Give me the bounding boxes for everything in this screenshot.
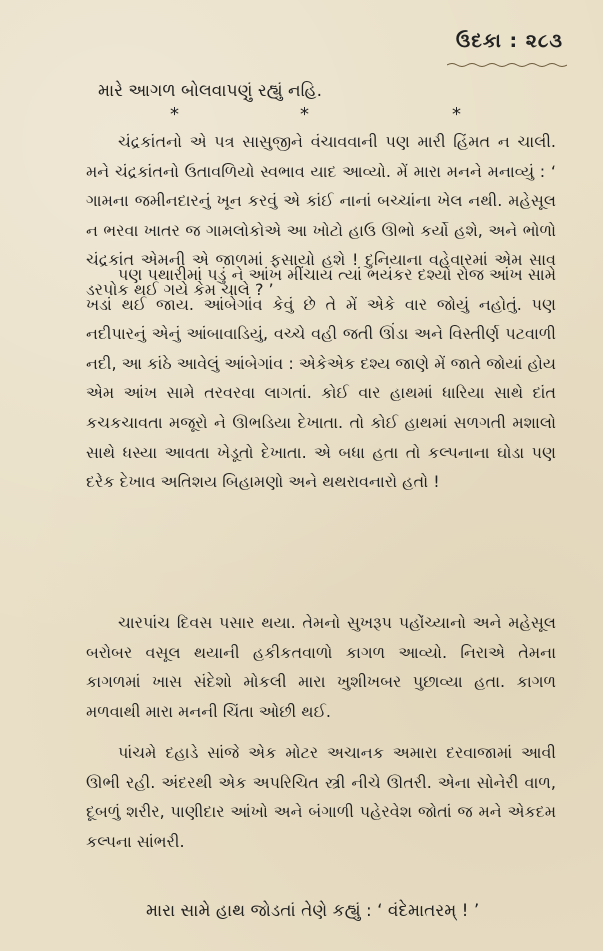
paragraph: પાંચમે દહાડે સાંજે એક મોટર અચાનક અમારા દરવાજામાં આવી ઊભી રહી. અંદરથી એક અપરિચિત સ્ત્રી નીચે ઊતરી. એના સોનેરી વાળ, દૂબળું શરીર, પાણીદાર આંખો અને બંગાળી પહેરવેશ જોતાં જ મને એકદમ કલ્પના સાંભરી.: [86, 743, 556, 851]
section-separator: [0, 104, 603, 126]
asterisk: *: [452, 104, 461, 125]
paragraph: ચારપાંચ દિવસ પસાર થયા. તેમનો સુખરૂપ પહોંચ્યાનો અને મહેસૂલ બરોબર વસૂલ થયાની હકીકતવાળો કાગળ આવ્યો. નિરાએ તેમના કાગળમાં ખાસ સંદેશો મોકલી મારા ખુશીખબર પુછાવ્યા હતા. કાગળ મળવાથી મારા મનની ચિંતા ઓછી થઈ.: [86, 613, 556, 721]
opening-line: મારે આગળ બોલવાપણું રહ્યું નહિ.: [98, 81, 323, 101]
paragraph: પણ પથારીમાં પડું ને આંખ મીંચાય ત્યાં ભયંકર દશ્યો રોજ આંખ સામે ખડાં થઈ જાય. આંબેગાંવ કેવું છે તે મેં એકે વાર જોયું નહોતું. પણ નદીપારનું એનું આંબાવાડિયું, વચ્ચે વહી જતી ઊંડા અને વિસ્તીર્ણ પટવાળી નદી, આ કાંઠે આવેલું આંબેગાંવ : એકેએક દશ્ય જાણે મેં જાતે જોયાં હોય એમ આંખ સામે તરવરવા લાગતાં. કોઈ વાર હાથમાં ધારિયા સાથે દાંત કચકચાવતા મજૂરો ને ઊભડિયા દેખાતા. તો કોઈ હાથમાં સળગતી મશાલો સાથે ધસ્યા આવતા ખેડૂતો દેખાતા. એ બધા હતા તો કલ્પનાના ઘોડા પણ દરેક દેખાવ અતિશય બિહામણો અને થથરાવનારો હતો !: [86, 265, 556, 492]
asterisk: *: [170, 104, 179, 125]
paragraph: ચંદ્રકાંતનો એ પત્ર સાસુજીને વંચાવવાની પણ મારી હિંમત ન ચાલી. મને ચંદ્રકાંતનો ઉતાવળિયો સ્વભાવ યાદ આવ્યો. મેં મારા મનને મનાવ્યું : ‘ ગામના જમીનદારનું ખૂન કરવું એ કાંઈ નાનાં બચ્ચાંના ખેલ નથી. મહેસૂલ ન ભરવા ખાતર જ ગામલોકોએ આ ખોટો હાઉ ઊભો કર્યો હશે, અને ભોળો ચંદ્રકાંત એમની એ જાળમાં ફસાયો હશે ! દુનિયાના વહેવારમાં એમ સાવ ડરપોક થઈ ગયે કેમ ચાલે ? ’: [86, 132, 556, 299]
decorative-squiggle: [447, 62, 567, 68]
page-header: ઉદકા : ૨૮૩: [455, 30, 563, 52]
closing-line: મારા સામે હાથ જોડતાં તેણે કહ્યું : ‘ વંદેમાતરમ્ ! ’: [146, 901, 480, 921]
asterisk: *: [300, 104, 309, 125]
